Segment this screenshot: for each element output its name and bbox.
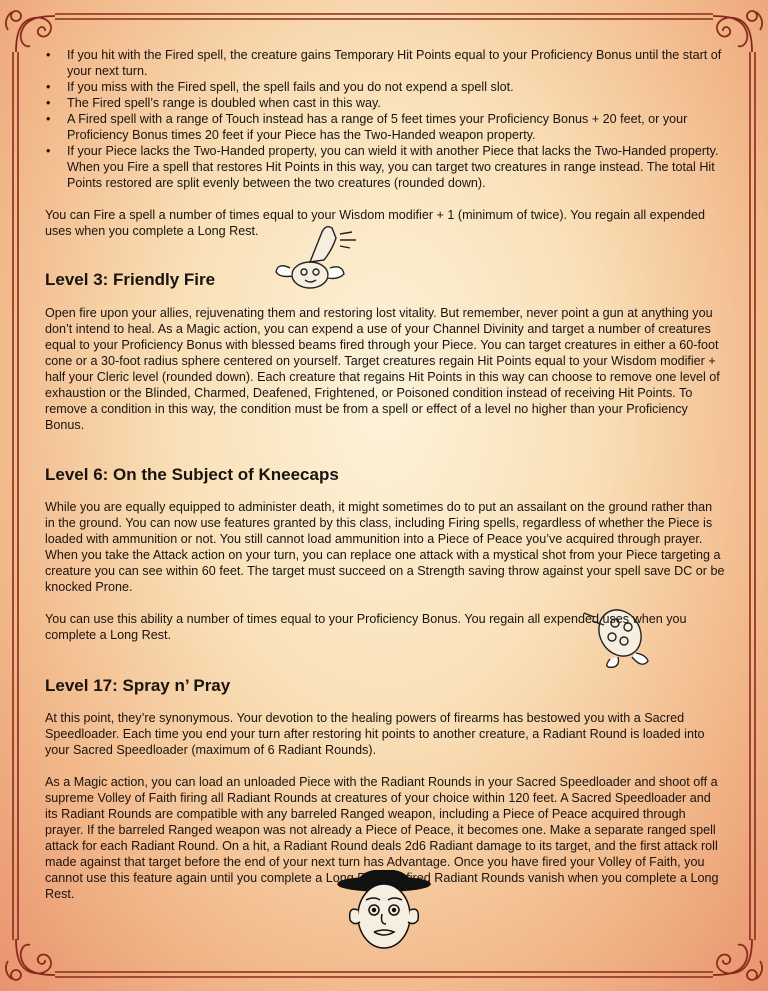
corner-flourish-icon (6, 11, 55, 52)
list-item: • A Fired spell with a range of Touch instead has a range of 5 feet times your Proficiency Bonus + 20 feet, or your Proficiency Bonus times 20 feet if your Piece has the Two-Handed weapon property. (45, 111, 725, 143)
list-item: • The Fired spell’s range is doubled when cast in this way. (45, 95, 725, 111)
level3-heading: Level 3: Friendly Fire (45, 270, 216, 289)
list-item: • If you hit with the Fired spell, the creature gains Temporary Hit Points equal to your Proficiency Bonus until the start of your next turn. (45, 47, 725, 79)
level3-paragraph: Open fire upon your allies, rejuvenating them and restoring lost vitality. But remember, never point a gun at anything you don’t intend to heal. As a Magic action, you can expend a use of your Channel Divinity and target a number of creatures equal to your Proficiency Bonus with blessed beams fired through your Piece. You can target creatures in either a 60-foot cone or a 30-foot radius sphere centered on yourself. Target creatures regain Hit Points equal to your Wisdom modifier + half your Cleric level (rounded down). Each creature that regains Hit Points in this way can choose to remove one level of exhaustion or the Blinded, Charmed, Deafened, Frightened, or Poisoned condition instead of receiving Hit Points. To remove a condition in this way, the condition must be from a spell or effect of a level no higher than your Proficiency Bonus. (45, 306, 720, 432)
level17-heading: Level 17: Spray n’ Pray (45, 676, 231, 695)
fired-spell-list (45, 47, 725, 191)
list-item: • If your Piece lacks the Two-Handed property, you can wield it with another Piece that lacks the Two-Handed property. When you Fire a spell that restores Hit Points in this way, you can target two creatures in range instead. The total Hit Points restored are split evenly between the two creatures (rounded down). (45, 143, 725, 191)
level17-paragraph-2: As a Magic action, you can load an unloaded Piece with the Radiant Rounds in your Sacred Speedloader and shoot off a supreme Volley of Faith firing all Radiant Rounds at creatures of your choice within 120 feet. A Sacred Speedloader and its Radiant Rounds are compatible with any barreled Ranged weapon, including a Piece of Peace acquired through prayer. If the barreled Ranged weapon was not already a Piece of Peace, it becomes one. Make a separate ranged spell attack for each Radiant Round. On a hit, a Radiant Round deals 2d6 Radiant damage to its target, and the first attack roll made against that target before the end of your next turn has Advantage. Once you have fired your Volley of Faith, you cannot use this feature again until you complete a Long Rest. Unfired Radiant Rounds vanish when you complete a Long Rest. (45, 775, 719, 901)
fire-uses-paragraph: You can Fire a spell a number of times equal to your Wisdom modifier + 1 (minimum of twice). You regain all expended uses when you complete a Long Rest. (45, 208, 705, 238)
corner-flourish-icon (6, 939, 55, 980)
corner-flourish-icon (713, 11, 762, 52)
level17-paragraph-1: At this point, they’re synonymous. Your devotion to the healing powers of firearms has bestowed you with a Sacred Speedloader. Each time you end your turn after restoring hit points to another creature, a Radiant Round is loaded into your Sacred Speedloader (maximum of 6 Radiant Rounds). (45, 711, 705, 757)
level6-paragraph-1: While you are equally equipped to administer death, it might sometimes do to put an assailant on the ground rather than in the ground. You can now use features granted by this class, including Firing spells, regardless of whether the Piece is loaded with ammunition or not. You still cannot load ammunition into a Piece of Peace you’ve acquired through prayer. When you take the Attack action on your turn, you can replace one attack with a mystical shot from your Piece targeting a creature you can see within 60 feet. The target must succeed on a Strength saving throw against your spell save DC or be knocked Prone. (45, 500, 725, 594)
page-content (45, 47, 725, 902)
list-item: • If you miss with the Fired spell, the spell fails and you do not expend a spell slot. (45, 79, 725, 95)
level6-paragraph-2: You can use this ability a number of times equal to your Proficiency Bonus. You regain all expended uses when you complete a Long Rest. (45, 612, 687, 642)
level6-heading: Level 6: On the Subject of Kneecaps (45, 465, 339, 484)
corner-flourish-icon (713, 939, 762, 980)
